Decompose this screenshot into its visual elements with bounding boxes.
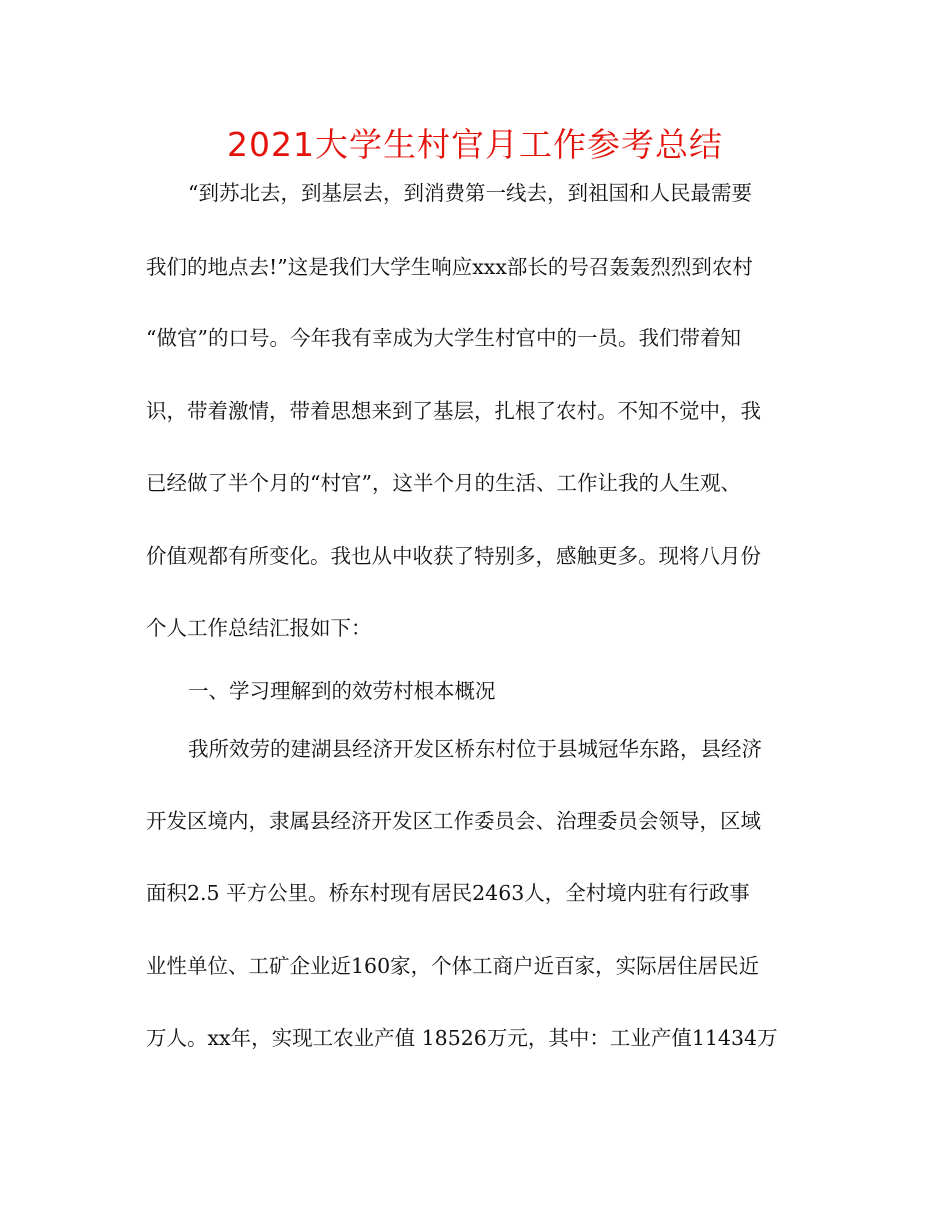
paragraph-line: 万人。xx年，实现工农业产值 18526万元，其中：工业产值11434万: [146, 1026, 778, 1050]
paragraph-line: 我所效劳的建湖县经济开发区桥东村位于县城冠华东路，县经济: [188, 737, 762, 761]
section-heading: 一、学习理解到的效劳村根本概况: [188, 679, 496, 703]
paragraph-line: 面积2.5 平方公里。桥东村现有居民2463人，全村境内驻有行政事: [146, 881, 750, 905]
paragraph-line: “做官”的口号。今年我有幸成为大学生村官中的一员。我们带着知: [146, 326, 741, 350]
paragraph-line: 我们的地点去!”这是我们大学生响应xxx部长的号召轰轰烈烈到农村: [146, 255, 753, 279]
paragraph-line: 价值观都有所变化。我也从中收获了特别多，感触更多。现将八月份: [146, 544, 761, 568]
paragraph-line: “到苏北去，到基层去，到消费第一线去，到祖国和人民最需要: [188, 181, 752, 205]
document-title: 2021大学生村官月工作参考总结: [227, 125, 723, 164]
paragraph-line: 个人工作总结汇报如下：: [146, 616, 372, 640]
paragraph-line: 开发区境内，隶属县经济开发区工作委员会、治理委员会领导，区域: [146, 809, 761, 833]
paragraph-line: 识，带着激情，带着思想来到了基层，扎根了农村。不知不觉中，我: [146, 399, 761, 423]
paragraph-line: 业性单位、工矿企业近160家，个体工商户近百家，实际居住居民近: [146, 954, 760, 978]
paragraph-line: 已经做了半个月的“村官”，这半个月的生活、工作让我的人生观、: [146, 471, 741, 495]
